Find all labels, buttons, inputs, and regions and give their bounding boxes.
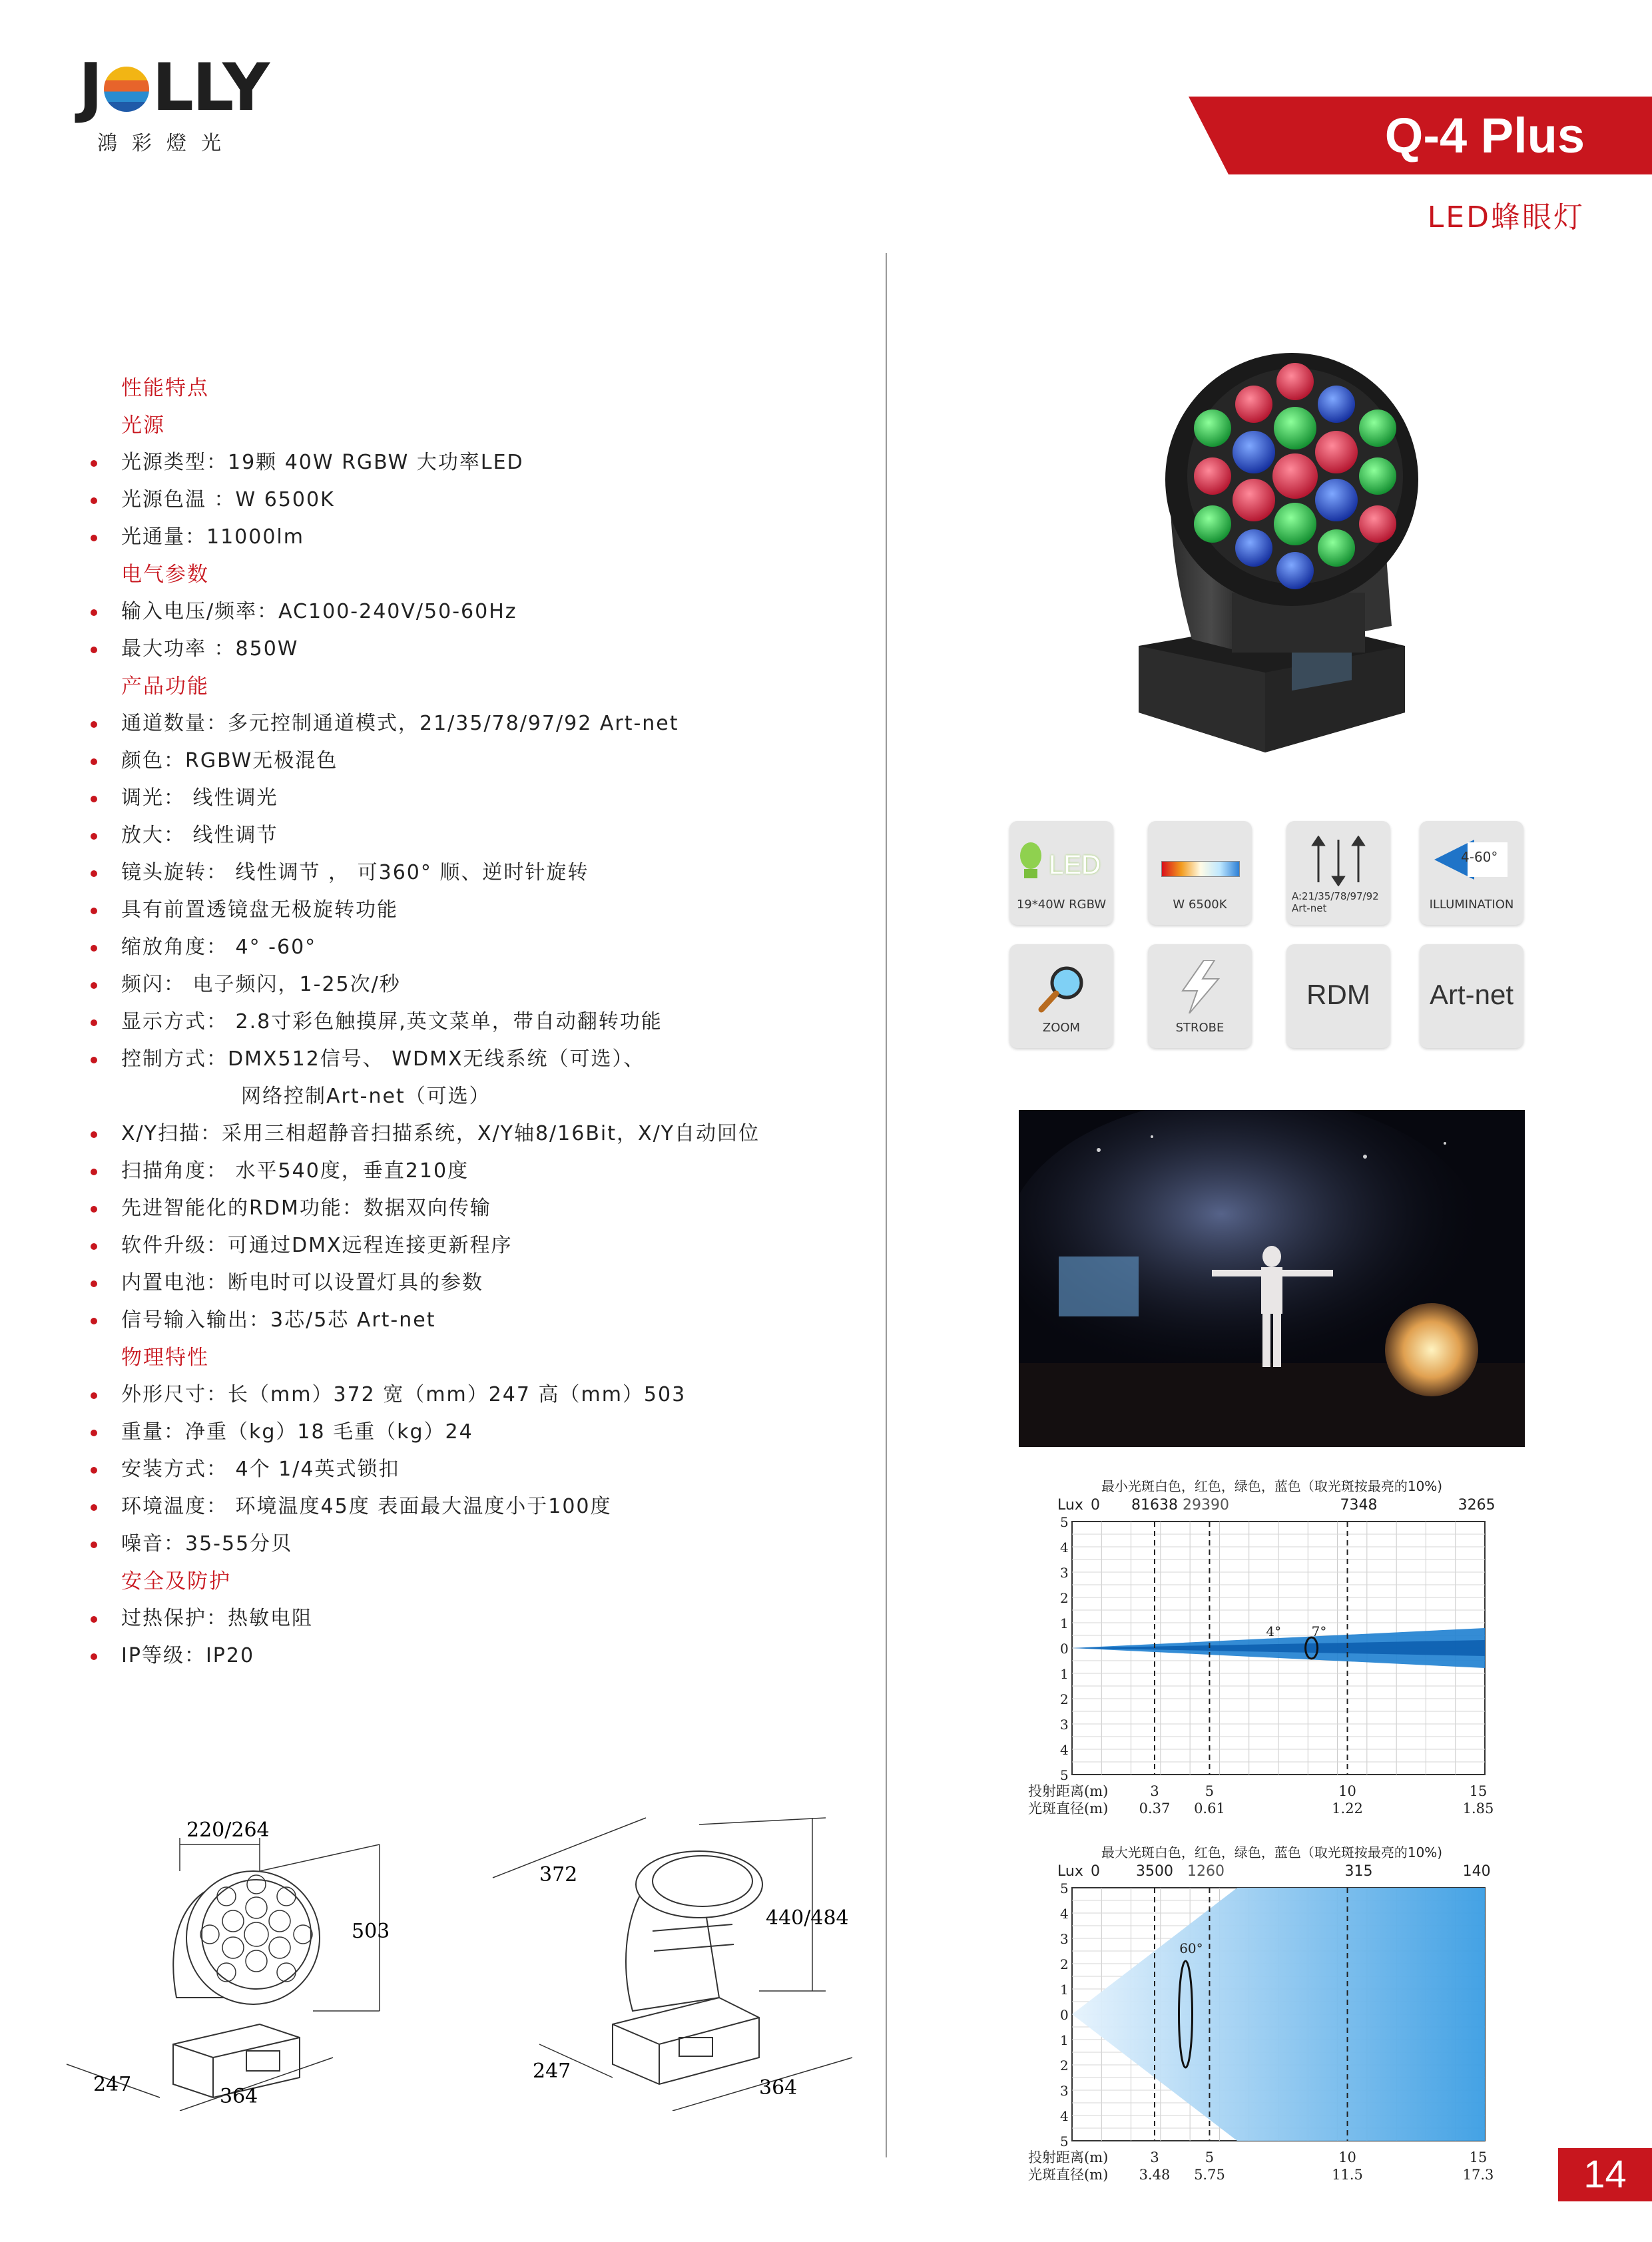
spec-item: 调光： 线性调光 — [87, 780, 859, 817]
spec-item: 最大功率 ：850W — [87, 631, 859, 668]
y-tick: 5 — [1060, 2133, 1069, 2149]
y-tick: 2 — [1060, 1956, 1069, 1972]
spec-section-heading: 安全及防护 — [121, 1569, 231, 1593]
distance-value: 10 — [1338, 2149, 1356, 2165]
dimension-drawing-front — [60, 1798, 433, 2111]
dim-width: 364 — [220, 2085, 258, 2108]
spec-item: X/Y扫描：采用三相超静音扫描系统，X/Y轴8/16Bit，X/Y自动回位 — [87, 1115, 859, 1153]
spec-item: 控制方式：DMX512信号、 WDMX无线系统（可选）、 — [87, 1041, 859, 1078]
led-icon: LED 19*40W RGBW — [1009, 821, 1113, 925]
y-tick: 4 — [1060, 1540, 1069, 1555]
distance-value: 15 — [1469, 2149, 1488, 2165]
lux-value: 1260 — [1187, 1863, 1225, 1880]
spec-item: IP等级：IP20 — [87, 1637, 859, 1675]
channels-icon: A:21/35/78/97/92 Art-net — [1286, 821, 1390, 925]
spec-item: 频闪： 电子频闪，1-25次/秒 — [87, 966, 859, 1003]
lightning-icon — [1177, 960, 1224, 1013]
spec-list — [87, 370, 859, 1675]
artnet-icon: Art-net — [1420, 944, 1523, 1048]
lux-value: 3265 — [1458, 1497, 1496, 1514]
distance-value: 5 — [1205, 1783, 1215, 1799]
channels-arrows-icon — [1305, 836, 1372, 886]
beam-angle-label: 60° — [1179, 1940, 1203, 1956]
y-tick: 3 — [1060, 2083, 1069, 2099]
strobe-icon: STROBE — [1148, 944, 1252, 1048]
distance-row-label: 投射距离(m) — [1028, 2149, 1109, 2165]
y-tick: 3 — [1060, 1717, 1069, 1733]
lux-value: 29390 — [1183, 1497, 1230, 1514]
dim-height-side: 440/484 — [766, 1906, 849, 1930]
y-tick: 5 — [1060, 1767, 1069, 1783]
spec-item: 内置电池：断电时可以设置灯具的参数 — [87, 1264, 859, 1302]
y-tick: 4 — [1060, 2108, 1069, 2124]
distance-value: 10 — [1338, 1783, 1356, 1799]
beam-caption: 最大光斑白色，红色，绿色，蓝色（取光斑按最亮的10%) — [1101, 1844, 1443, 1860]
brand-sun-icon — [104, 67, 149, 112]
product-image — [1092, 340, 1438, 779]
spec-item: 信号输入输出：3芯/5芯 Art-net — [87, 1302, 859, 1339]
rdm-icon: RDM — [1286, 944, 1390, 1048]
brand-chinese-name: 鴻彩燈光 — [97, 132, 236, 155]
y-tick: 1 — [1060, 1615, 1069, 1631]
spec-section-heading: 电气参数 — [121, 563, 209, 587]
lux-value: 0 — [1091, 1863, 1100, 1880]
y-tick: 4 — [1060, 1906, 1069, 1922]
y-tick: 0 — [1060, 1641, 1069, 1657]
spec-item: 网络控制Art-net（可选） — [241, 1085, 491, 1108]
spec-item: 具有前置透镜盘无极旋转功能 — [87, 892, 859, 929]
spec-item: 输入电压/频率：AC100-240V/50-60Hz — [87, 593, 859, 631]
beam-diagram-max — [1019, 1841, 1525, 2197]
spec-item: 环境温度： 环境温度45度 表面最大温度小于100度 — [87, 1488, 859, 1526]
magnifier-icon — [1036, 962, 1089, 1015]
lux-label: Lux — [1057, 1863, 1083, 1880]
spec-item: 噪音：35-55分贝 — [87, 1526, 859, 1563]
spec-section-heading: 光源 — [121, 414, 165, 437]
spec-item: 显示方式： 2.8寸彩色触摸屏,英文菜单，带自动翻转功能 — [87, 1003, 859, 1041]
diameter-value: 11.5 — [1332, 2167, 1363, 2183]
spec-item: 过热保护：热敏电阻 — [87, 1600, 859, 1637]
spec-item: 重量：净重（kg）18 毛重（kg）24 — [87, 1414, 859, 1451]
distance-value: 3 — [1150, 1783, 1159, 1799]
illumination-icon: 4-60° ILLUMINATION — [1420, 821, 1523, 925]
lux-value: 81638 — [1131, 1497, 1178, 1514]
lux-value: 140 — [1462, 1863, 1491, 1880]
zoom-icon: ZOOM — [1009, 944, 1113, 1048]
brand-logo — [79, 50, 272, 155]
diameter-value: 0.37 — [1139, 1801, 1171, 1817]
product-subtitle: LED蜂眼灯 — [1427, 200, 1585, 234]
y-tick: 4 — [1060, 1742, 1069, 1758]
spec-item: 光源类型：19颗 40W RGBW 大功率LED — [87, 444, 859, 481]
spec-item: 颜色：RGBW无极混色 — [87, 742, 859, 780]
dim-depth: 247 — [93, 2073, 132, 2096]
dimension-drawing-side — [479, 1798, 872, 2111]
beam-diagram-min — [1019, 1475, 1525, 1828]
y-tick: 2 — [1060, 2058, 1069, 2074]
diameter-row-label: 光斑直径(m) — [1028, 1801, 1109, 1817]
spec-item: 通道数量：多元控制通道模式，21/35/78/97/92 Art-net — [87, 705, 859, 742]
dim-top: 220/264 — [186, 1819, 270, 1842]
distance-row-label: 投射距离(m) — [1028, 1783, 1109, 1799]
color-temp-bar — [1161, 861, 1240, 877]
spec-item: 先进智能化的RDM功能：数据双向传输 — [87, 1190, 859, 1227]
y-tick: 0 — [1060, 2007, 1069, 2023]
diameter-value: 1.85 — [1462, 1801, 1494, 1817]
diameter-value: 1.22 — [1332, 1801, 1363, 1817]
beam-angle-label: 4° — [1266, 1623, 1282, 1639]
column-divider — [886, 253, 887, 2157]
lux-value: 0 — [1091, 1497, 1100, 1514]
distance-value: 15 — [1469, 1783, 1488, 1799]
dim-length: 372 — [539, 1863, 578, 1886]
distance-value: 3 — [1150, 2149, 1159, 2165]
diameter-value: 5.75 — [1194, 2167, 1225, 2183]
y-tick: 2 — [1060, 1691, 1069, 1707]
dim-height: 503 — [352, 1920, 390, 1943]
brand-wordmark: J LLY — [79, 50, 269, 126]
spec-item: 扫描角度： 水平540度，垂直210度 — [87, 1153, 859, 1190]
spec-item: 镜头旋转： 线性调节 ， 可360° 顺、逆时针旋转 — [87, 854, 859, 892]
spec-item: 缩放角度： 4° -60° — [87, 929, 859, 966]
y-tick: 3 — [1060, 1931, 1069, 1947]
y-tick: 3 — [1060, 1565, 1069, 1581]
y-tick: 1 — [1060, 2032, 1069, 2048]
spec-item: 光源色温 ：W 6500K — [87, 481, 859, 519]
y-tick: 5 — [1060, 1514, 1069, 1530]
y-tick: 1 — [1060, 1982, 1069, 1998]
y-tick: 2 — [1060, 1590, 1069, 1606]
spec-item: 安装方式： 4个 1/4英式锁扣 — [87, 1451, 859, 1488]
diameter-value: 0.61 — [1194, 1801, 1225, 1817]
model-title: Q-4 Plus — [1384, 108, 1585, 163]
stage-photo — [1019, 1110, 1525, 1447]
y-tick: 5 — [1060, 1880, 1069, 1896]
dim-depth-side: 247 — [533, 2060, 571, 2083]
spec-item: 放大： 线性调节 — [87, 817, 859, 854]
diameter-value: 17.3 — [1462, 2167, 1494, 2183]
spec-section-heading: 物理特性 — [121, 1346, 209, 1370]
lux-value: 315 — [1344, 1863, 1373, 1880]
lux-label: Lux — [1057, 1497, 1083, 1514]
page-number: 14 — [1558, 2148, 1652, 2201]
diameter-value: 3.48 — [1139, 2167, 1171, 2183]
color-temp-icon: W 6500K — [1148, 821, 1252, 925]
lux-value: 7348 — [1340, 1497, 1378, 1514]
beam-angle-label: 7° — [1311, 1623, 1327, 1639]
y-tick: 1 — [1060, 1666, 1069, 1682]
beam-caption: 最小光斑白色，红色，绿色，蓝色（取光斑按最亮的10%) — [1101, 1478, 1443, 1494]
diameter-row-label: 光斑直径(m) — [1028, 2167, 1109, 2183]
spec-item: 光通量：11000lm — [87, 519, 859, 556]
spec-item: 外形尺寸：长（mm）372 宽（mm）247 高（mm）503 — [87, 1376, 859, 1414]
spec-section-heading: 产品功能 — [121, 675, 209, 699]
spec-section-heading: 性能特点 — [121, 376, 209, 400]
lux-value: 3500 — [1136, 1863, 1173, 1880]
spec-item: 软件升级：可通过DMX远程连接更新程序 — [87, 1227, 859, 1264]
distance-value: 5 — [1205, 2149, 1215, 2165]
dim-width-side: 364 — [759, 2076, 798, 2100]
